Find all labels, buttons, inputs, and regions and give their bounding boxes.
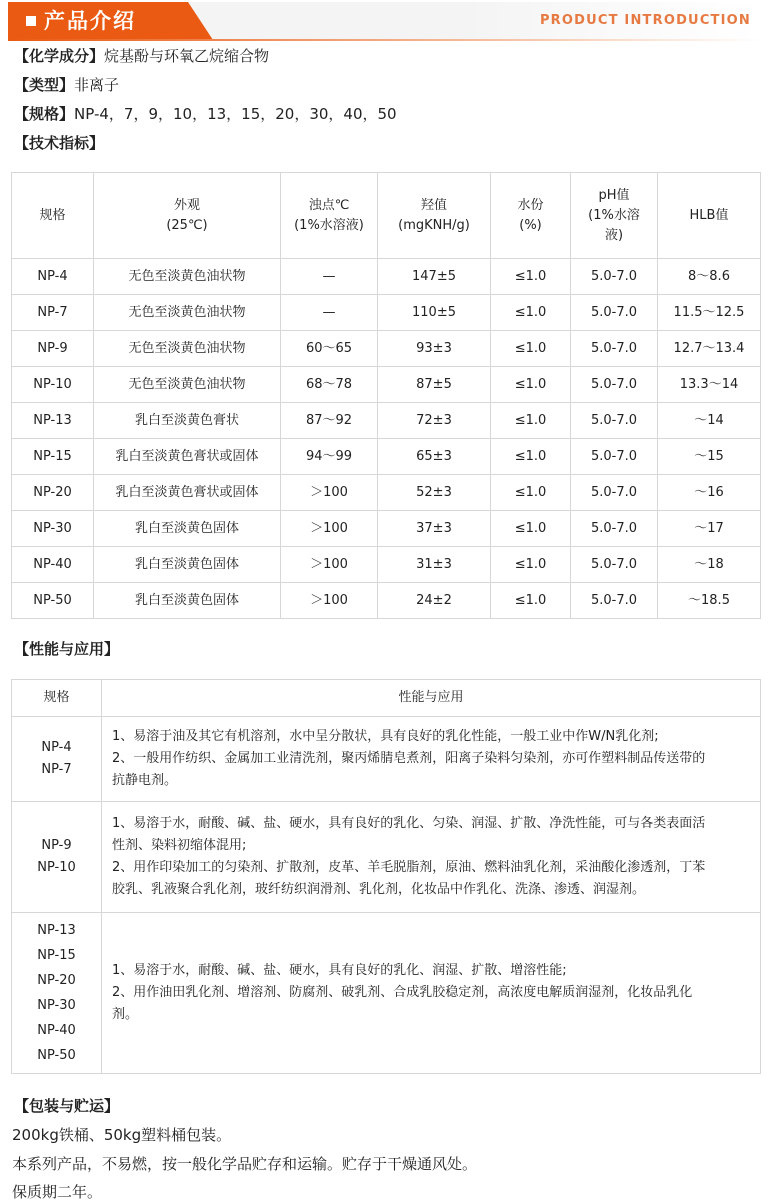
grades-value: NP-4，7，9，10，13，15，20，30，40，50 (74, 105, 397, 123)
chemical-composition-line (14, 46, 269, 66)
table-cell: ～15 (658, 439, 761, 475)
packaging-section-line (14, 1096, 119, 1116)
section-header (8, 2, 761, 40)
table-cell: NP-20 (12, 475, 94, 511)
table-row (12, 511, 761, 547)
table-cell: 5.0-7.0 (571, 331, 658, 367)
table-cell: — (281, 295, 378, 331)
performance-section-label: 【性能与应用】 (14, 640, 120, 658)
table-row (12, 583, 761, 619)
spec-header-moisture: 水份 (%) (491, 173, 571, 259)
table-cell: ＞100 (281, 475, 378, 511)
table-cell: 110±5 (378, 295, 491, 331)
spec-header-grade: 规格 (12, 173, 94, 259)
spec-header-hlb: HLB值 (658, 173, 761, 259)
table-row (12, 295, 761, 331)
table-cell: ≤1.0 (491, 583, 571, 619)
table-cell: ≤1.0 (491, 439, 571, 475)
table-row (12, 331, 761, 367)
square-bullet-icon (26, 16, 36, 26)
table-cell: 乳白至淡黄色固体 (94, 511, 281, 547)
perf-description-cell: 1、易溶于水，耐酸、碱、盐、硬水，具有良好的乳化、润湿、扩散、增溶性能; 2、用作油田乳化剂、增溶剂、防腐剂、破乳剂、合成乳胶稳定剂，高浓度电解质润湿剂，化妆品乳化 剂。 (102, 913, 761, 1074)
table-cell: 无色至淡黄色油状物 (94, 331, 281, 367)
table-cell: 8～8.6 (658, 259, 761, 295)
table-cell: 65±3 (378, 439, 491, 475)
table-cell: ＞100 (281, 583, 378, 619)
table-cell: 11.5～12.5 (658, 295, 761, 331)
perf-header-row (12, 680, 761, 717)
table-cell: ～16 (658, 475, 761, 511)
table-cell: 68～78 (281, 367, 378, 403)
table-cell: 乳白至淡黄色膏状或固体 (94, 439, 281, 475)
table-cell: 93±3 (378, 331, 491, 367)
table-cell: 5.0-7.0 (571, 583, 658, 619)
table-cell: 31±3 (378, 547, 491, 583)
table-cell: 87～92 (281, 403, 378, 439)
table-row (12, 802, 761, 913)
type-line (14, 75, 119, 95)
perf-description-cell: 1、易溶于水，耐酸、碱、盐、硬水，具有良好的乳化、匀染、润湿、扩散、净洗性能，可与各类表面活 性剂、染料初缩体混用; 2、用作印染加工的匀染剂、扩散剂，皮革、羊毛脱脂剂，原油、燃料油乳化剂，采油酸化渗透剂，丁苯 胶乳、乳液聚合乳化剂，玻纤纺织润滑剂、乳化剂，化妆品中作乳化、洗涤、渗透、润湿剂。 (102, 802, 761, 913)
table-cell: 24±2 (378, 583, 491, 619)
table-cell: ≤1.0 (491, 547, 571, 583)
table-cell: ≤1.0 (491, 259, 571, 295)
performance-section-line (14, 639, 119, 659)
table-cell: ～18 (658, 547, 761, 583)
table-cell: ≤1.0 (491, 367, 571, 403)
perf-grades-cell: NP-4 NP-7 (12, 717, 102, 802)
table-cell: 5.0-7.0 (571, 511, 658, 547)
table-cell: NP-15 (12, 439, 94, 475)
grades-label: 【规格】 (14, 105, 75, 123)
table-row (12, 913, 761, 1074)
chemical-composition-label: 【化学成分】 (14, 47, 105, 65)
table-cell: 5.0-7.0 (571, 259, 658, 295)
technical-index-label: 【技术指标】 (14, 134, 105, 152)
table-cell: 乳白至淡黄色固体 (94, 547, 281, 583)
table-cell: ≤1.0 (491, 331, 571, 367)
spec-header-row (12, 173, 761, 259)
technical-index-line (14, 133, 104, 153)
table-cell: ＞100 (281, 511, 378, 547)
header-en-title: PRODUCT INTRODUCTION (539, 13, 751, 28)
chemical-composition-value: 烷基酚与环氧乙烷缩合物 (104, 47, 270, 65)
table-cell: ～17 (658, 511, 761, 547)
table-cell: NP-50 (12, 583, 94, 619)
table-cell: 无色至淡黄色油状物 (94, 295, 281, 331)
table-cell: — (281, 259, 378, 295)
table-cell: 5.0-7.0 (571, 547, 658, 583)
table-row (12, 475, 761, 511)
spec-header-cloud-point: 浊点℃ (1%水溶液) (281, 173, 378, 259)
table-cell: 52±3 (378, 475, 491, 511)
header-title: 产品介绍 (44, 9, 136, 33)
table-cell: ＞100 (281, 547, 378, 583)
header-divider (8, 39, 761, 41)
table-cell: 13.3～14 (658, 367, 761, 403)
table-cell: 5.0-7.0 (571, 295, 658, 331)
perf-grades-cell: NP-13 NP-15 NP-20 NP-30 NP-40 NP-50 (12, 913, 102, 1074)
table-cell: 5.0-7.0 (571, 367, 658, 403)
table-cell: ≤1.0 (491, 475, 571, 511)
table-cell: 12.7～13.4 (658, 331, 761, 367)
spec-header-hydroxyl: 羟值 (mgKNH/g) (378, 173, 491, 259)
table-cell: NP-4 (12, 259, 94, 295)
table-row (12, 367, 761, 403)
spec-header-appearance: 外观 (25℃) (94, 173, 281, 259)
shelf-life-text-line: 保质期二年。 (12, 1183, 103, 1201)
table-cell: 乳白至淡黄色膏状或固体 (94, 475, 281, 511)
table-cell: NP-40 (12, 547, 94, 583)
table-cell: 5.0-7.0 (571, 403, 658, 439)
technical-spec-table (11, 172, 761, 619)
table-row (12, 547, 761, 583)
perf-grades-cell: NP-9 NP-10 (12, 802, 102, 913)
table-cell: NP-30 (12, 511, 94, 547)
table-cell: 5.0-7.0 (571, 439, 658, 475)
table-cell: 72±3 (378, 403, 491, 439)
table-cell: 94～99 (281, 439, 378, 475)
table-cell: 87±5 (378, 367, 491, 403)
table-cell: 37±3 (378, 511, 491, 547)
table-cell: 60～65 (281, 331, 378, 367)
table-cell: 无色至淡黄色油状物 (94, 367, 281, 403)
table-cell: NP-10 (12, 367, 94, 403)
table-cell: ≤1.0 (491, 403, 571, 439)
type-value: 非离子 (74, 76, 120, 94)
perf-header-application: 性能与应用 (102, 680, 761, 717)
table-cell: ≤1.0 (491, 295, 571, 331)
table-row (12, 259, 761, 295)
table-cell: NP-13 (12, 403, 94, 439)
packaging-text-line: 200kg铁桶、50kg塑料桶包装。 (12, 1126, 232, 1144)
perf-description-cell: 1、易溶于油及其它有机溶剂，水中呈分散状，具有良好的乳化性能，一般工业中作W/N乳化剂; 2、一般用作纺织、金属加工业清洗剂，聚丙烯腈皂煮剂，阳离子染料匀染剂，亦可作塑料制品传送带的 抗静电剂。 (102, 717, 761, 802)
table-cell: 5.0-7.0 (571, 475, 658, 511)
table-cell: 147±5 (378, 259, 491, 295)
grades-line (14, 104, 397, 124)
table-row (12, 439, 761, 475)
storage-text-line: 本系列产品，不易燃，按一般化学品贮存和运输。贮存于干燥通风处。 (12, 1155, 478, 1173)
table-cell: 乳白至淡黄色膏状 (94, 403, 281, 439)
packaging-section-label: 【包装与贮运】 (14, 1097, 120, 1115)
table-cell: ≤1.0 (491, 511, 571, 547)
table-row (12, 403, 761, 439)
table-row (12, 717, 761, 802)
table-cell: NP-9 (12, 331, 94, 367)
perf-header-grade: 规格 (12, 680, 102, 717)
table-cell: 乳白至淡黄色固体 (94, 583, 281, 619)
performance-table (11, 679, 761, 1074)
spec-header-ph: pH值 (1%水溶 液) (571, 173, 658, 259)
type-label: 【类型】 (14, 76, 75, 94)
table-cell: ～14 (658, 403, 761, 439)
table-cell: NP-7 (12, 295, 94, 331)
table-cell: 无色至淡黄色油状物 (94, 259, 281, 295)
table-cell: ～18.5 (658, 583, 761, 619)
